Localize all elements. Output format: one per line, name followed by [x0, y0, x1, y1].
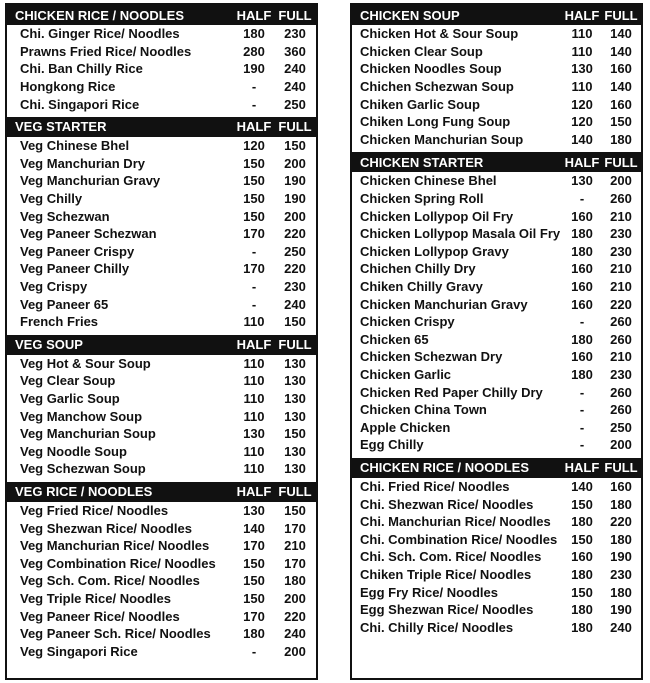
- full-price: 190: [284, 173, 306, 189]
- half-column-header: HALF: [236, 7, 272, 23]
- menu-item-row: [352, 548, 641, 566]
- half-price: 110: [571, 79, 593, 95]
- menu-item-row: [352, 60, 641, 78]
- half-price: 160: [571, 296, 593, 312]
- full-price: 150: [610, 114, 632, 130]
- menu-item-row: [352, 313, 641, 331]
- menu-item-row: [7, 442, 316, 460]
- full-price: 130: [284, 390, 306, 406]
- half-price: 130: [571, 173, 593, 189]
- half-price: 150: [243, 155, 265, 171]
- item-name: Egg Chilly: [360, 437, 424, 453]
- item-name: Chicken 65: [360, 331, 429, 347]
- half-price: 140: [571, 478, 593, 494]
- full-price: 130: [284, 443, 306, 459]
- item-name: French Fries: [20, 314, 99, 330]
- menu-item-row: [352, 436, 641, 454]
- full-price: 150: [284, 426, 306, 442]
- item-name: Veg Hot & Sour Soup: [20, 355, 151, 371]
- full-price: 180: [610, 531, 632, 547]
- half-price: 180: [571, 566, 593, 582]
- full-price: 200: [284, 590, 306, 606]
- half-price: -: [251, 96, 257, 112]
- menu-item-row: [7, 460, 316, 478]
- menu-item-row: [352, 401, 641, 419]
- full-price: 260: [610, 314, 632, 330]
- half-price: -: [251, 279, 257, 295]
- menu-item-row: [7, 407, 316, 425]
- half-price: 170: [243, 261, 265, 277]
- half-price: 150: [243, 555, 265, 571]
- full-price: 160: [610, 61, 632, 77]
- section-title: VEG RICE / NOODLES: [15, 484, 153, 500]
- half-price: 150: [243, 208, 265, 224]
- half-price: -: [579, 384, 585, 400]
- half-price: 280: [243, 43, 265, 59]
- item-name: Chicken Noodles Soup: [360, 61, 502, 77]
- item-name: Prawns Fried Rice/ Noodles: [20, 43, 192, 59]
- menu-item-row: [7, 537, 316, 555]
- full-price: 140: [610, 26, 632, 42]
- menu-item-row: [352, 113, 641, 131]
- full-price: 190: [284, 191, 306, 207]
- menu-item-row: [352, 95, 641, 113]
- full-price: 210: [610, 261, 632, 277]
- menu-item-row: [7, 60, 316, 78]
- item-name: Chicken Lollypop Gravy: [360, 243, 509, 259]
- half-price: -: [579, 437, 585, 453]
- menu-item-row: [352, 295, 641, 313]
- full-price: 230: [610, 226, 632, 242]
- item-name: Veg Manchurian Rice/ Noodles: [20, 538, 210, 554]
- full-price: 230: [610, 243, 632, 259]
- item-name: Veg Paneer Schezwan: [20, 226, 157, 242]
- menu-item-row: [352, 583, 641, 601]
- half-price: 150: [243, 191, 265, 207]
- half-price: 120: [571, 114, 593, 130]
- menu-item-row: [352, 172, 641, 190]
- item-name: Chi. Sch. Com. Rice/ Noodles: [360, 549, 542, 565]
- half-price: 160: [571, 279, 593, 295]
- half-price: 160: [571, 549, 593, 565]
- half-price: -: [251, 296, 257, 312]
- section-header-chicken-rice-noodles: [352, 458, 641, 478]
- full-price: 200: [610, 173, 632, 189]
- item-name: Veg Paneer Sch. Rice/ Noodles: [20, 626, 211, 642]
- half-price: 150: [243, 173, 265, 189]
- half-price: -: [579, 191, 585, 207]
- full-price: 360: [284, 43, 306, 59]
- half-price: 110: [243, 373, 265, 389]
- full-column-header: FULL: [604, 154, 638, 170]
- full-price: 240: [610, 619, 632, 635]
- menu-item-row: [7, 25, 316, 43]
- section-title: CHICKEN RICE / NOODLES: [360, 460, 530, 476]
- full-price: 200: [284, 155, 306, 171]
- item-name: Chiken Garlic Soup: [360, 96, 480, 112]
- half-column-header: HALF: [564, 7, 600, 23]
- item-name: Chicken Clear Soup: [360, 43, 483, 59]
- menu-item-row: [352, 478, 641, 496]
- menu-item-row: [352, 43, 641, 61]
- menu-item-row: [352, 243, 641, 261]
- menu-item-row: [7, 425, 316, 443]
- half-price: 180: [571, 514, 593, 530]
- half-price: 150: [243, 573, 265, 589]
- half-column-header: HALF: [564, 460, 600, 476]
- half-price: 140: [571, 131, 593, 147]
- half-price: 110: [243, 390, 265, 406]
- full-price: 150: [284, 138, 306, 154]
- half-price: 180: [243, 626, 265, 642]
- menu-item-row: [7, 502, 316, 520]
- full-price: 230: [284, 279, 306, 295]
- full-price: 220: [284, 226, 306, 242]
- half-price: -: [251, 643, 257, 659]
- menu-item-row: [352, 190, 641, 208]
- half-price: 170: [243, 608, 265, 624]
- item-name: Veg Paneer Chilly: [20, 261, 130, 277]
- full-price: 210: [610, 208, 632, 224]
- menu-column-right: [350, 3, 643, 680]
- menu-item-row: [352, 260, 641, 278]
- full-column-header: FULL: [278, 7, 312, 23]
- menu-item-row: [352, 601, 641, 619]
- item-name: Veg Garlic Soup: [20, 390, 120, 406]
- half-price: 160: [571, 208, 593, 224]
- menu-item-row: [7, 155, 316, 173]
- full-price: 180: [610, 584, 632, 600]
- item-name: Chicken Schezwan Dry: [360, 349, 503, 365]
- item-name: Chi. Singapori Rice: [20, 96, 140, 112]
- item-name: Chi. Ginger Rice/ Noodles: [20, 26, 180, 42]
- item-name: Chi. Combination Rice/ Noodles: [360, 531, 558, 547]
- item-name: Chiken Long Fung Soup: [360, 114, 511, 130]
- half-price: 150: [571, 531, 593, 547]
- half-price: 170: [243, 538, 265, 554]
- full-price: 210: [284, 538, 306, 554]
- menu-item-row: [352, 131, 641, 149]
- menu-item-row: [7, 225, 316, 243]
- item-name: Veg Manchow Soup: [20, 408, 143, 424]
- half-price: 150: [243, 590, 265, 606]
- full-price: 160: [610, 478, 632, 494]
- full-price: 200: [610, 437, 632, 453]
- half-column-header: HALF: [236, 337, 272, 352]
- menu-item-row: [352, 348, 641, 366]
- item-name: Chicken Spring Roll: [360, 191, 484, 207]
- item-name: Veg Chinese Bhel: [20, 138, 130, 154]
- full-price: 130: [284, 408, 306, 424]
- full-column-header: FULL: [604, 7, 638, 23]
- section-title: CHICKEN STARTER: [360, 154, 484, 170]
- half-price: 140: [243, 520, 265, 536]
- full-price: 180: [610, 131, 632, 147]
- item-name: Chicken Chinese Bhel: [360, 173, 497, 189]
- item-name: Chi. Ban Chilly Rice: [20, 61, 143, 77]
- half-price: 180: [571, 602, 593, 618]
- full-column-header: FULL: [278, 484, 312, 500]
- full-price: 260: [610, 384, 632, 400]
- item-name: Chi. Fried Rice/ Noodles: [360, 478, 510, 494]
- half-column-header: HALF: [236, 484, 272, 500]
- menu-item-row: [352, 530, 641, 548]
- full-price: 130: [284, 355, 306, 371]
- menu-item-row: [7, 625, 316, 643]
- item-name: Veg Fried Rice/ Noodles: [20, 502, 169, 518]
- menu-item-row: [352, 207, 641, 225]
- item-name: Veg Triple Rice/ Noodles: [20, 590, 171, 606]
- menu-item-row: [352, 418, 641, 436]
- item-name: Chicken Garlic: [360, 366, 452, 382]
- item-name: Egg Fry Rice/ Noodles: [360, 584, 498, 600]
- half-price: 180: [571, 226, 593, 242]
- half-price: 170: [243, 226, 265, 242]
- full-price: 200: [284, 643, 306, 659]
- full-price: 220: [284, 261, 306, 277]
- half-price: 130: [243, 426, 265, 442]
- item-name: Veg Paneer Rice/ Noodles: [20, 608, 180, 624]
- half-price: 180: [571, 619, 593, 635]
- section-title: VEG SOUP: [15, 337, 83, 352]
- item-name: Veg Schezwan: [20, 208, 110, 224]
- item-name: Chi. Manchurian Rice/ Noodles: [360, 514, 551, 530]
- full-column-header: FULL: [604, 460, 638, 476]
- item-name: Veg Chilly: [20, 191, 83, 207]
- item-name: Chiken Triple Rice/ Noodles: [360, 566, 532, 582]
- full-price: 180: [610, 496, 632, 512]
- menu-item-row: [7, 519, 316, 537]
- item-name: Chicken Manchurian Soup: [360, 131, 524, 147]
- full-price: 220: [284, 608, 306, 624]
- menu-item-row: [7, 207, 316, 225]
- item-name: Chicken Crispy: [360, 314, 455, 330]
- half-price: 150: [571, 496, 593, 512]
- full-price: 260: [610, 191, 632, 207]
- item-name: Veg Schezwan Soup: [20, 461, 146, 477]
- item-name: Veg Manchurian Gravy: [20, 173, 161, 189]
- item-name: Veg Singapori Rice: [20, 643, 138, 659]
- menu-item-row: [7, 243, 316, 261]
- item-name: Chicken China Town: [360, 402, 487, 418]
- item-name: Egg Shezwan Rice/ Noodles: [360, 602, 534, 618]
- full-price: 240: [284, 626, 306, 642]
- half-price: 130: [571, 61, 593, 77]
- full-price: 200: [284, 208, 306, 224]
- item-name: Veg Combination Rice/ Noodles: [20, 555, 216, 571]
- full-price: 250: [610, 419, 632, 435]
- full-price: 170: [284, 520, 306, 536]
- menu-item-row: [7, 572, 316, 590]
- menu-item-row: [352, 225, 641, 243]
- half-price: 180: [571, 366, 593, 382]
- full-price: 250: [284, 243, 306, 259]
- item-name: Chicken Lollypop Masala Oil Fry: [360, 226, 561, 242]
- full-price: 240: [284, 296, 306, 312]
- half-column-header: HALF: [564, 154, 600, 170]
- item-name: Apple Chicken: [360, 419, 451, 435]
- full-price: 240: [284, 61, 306, 77]
- item-name: Chichen Chilly Dry: [360, 261, 476, 277]
- item-name: Chi. Shezwan Rice/ Noodles: [360, 496, 534, 512]
- section-header-veg-starter: [7, 117, 316, 137]
- menu-item-row: [7, 372, 316, 390]
- menu-item-row: [352, 618, 641, 636]
- section-header-veg-soup: [7, 335, 316, 355]
- menu-item-row: [7, 313, 316, 331]
- menu-item-row: [7, 278, 316, 296]
- section-title: CHICKEN SOUP: [360, 7, 460, 23]
- menu-item-row: [352, 383, 641, 401]
- item-name: Veg Paneer 65: [20, 296, 109, 312]
- half-price: 110: [571, 43, 593, 59]
- menu-item-row: [7, 260, 316, 278]
- half-price: 110: [243, 408, 265, 424]
- half-price: 110: [571, 26, 593, 42]
- full-column-header: FULL: [278, 337, 312, 352]
- section-header-veg-rice-noodles: [7, 482, 316, 502]
- half-price: 180: [571, 243, 593, 259]
- item-name: Chicken Lollypop Oil Fry: [360, 208, 514, 224]
- full-price: 260: [610, 331, 632, 347]
- full-price: 260: [610, 402, 632, 418]
- menu-item-row: [7, 95, 316, 113]
- item-name: Veg Noodle Soup: [20, 443, 127, 459]
- full-price: 210: [610, 349, 632, 365]
- full-price: 190: [610, 549, 632, 565]
- half-price: -: [251, 79, 257, 95]
- item-name: Veg Crispy: [20, 279, 88, 295]
- full-price: 220: [610, 514, 632, 530]
- full-column-header: FULL: [278, 119, 312, 135]
- item-name: Hongkong Rice: [20, 79, 116, 95]
- half-price: 130: [243, 502, 265, 518]
- full-price: 230: [284, 26, 306, 42]
- item-name: Chi. Chilly Rice/ Noodles: [360, 619, 514, 635]
- menu-item-row: [7, 590, 316, 608]
- section-header-chicken-soup: [352, 5, 641, 25]
- item-name: Chiken Chilly Gravy: [360, 279, 483, 295]
- item-name: Veg Manchurian Dry: [20, 155, 145, 171]
- menu-item-row: [352, 331, 641, 349]
- half-price: 160: [571, 349, 593, 365]
- full-price: 130: [284, 461, 306, 477]
- half-price: 150: [571, 584, 593, 600]
- full-price: 130: [284, 373, 306, 389]
- menu-item-row: [7, 43, 316, 61]
- item-name: Veg Clear Soup: [20, 373, 116, 389]
- half-price: -: [579, 402, 585, 418]
- full-price: 140: [610, 43, 632, 59]
- half-price: -: [251, 243, 257, 259]
- half-price: 110: [243, 355, 265, 371]
- item-name: Chicken Red Paper Chilly Dry: [360, 384, 543, 400]
- menu-item-row: [7, 172, 316, 190]
- full-price: 230: [610, 566, 632, 582]
- full-price: 240: [284, 79, 306, 95]
- menu-item-row: [352, 366, 641, 384]
- half-price: 180: [243, 26, 265, 42]
- menu-item-row: [7, 355, 316, 373]
- half-price: 110: [243, 314, 265, 330]
- menu-item-row: [352, 25, 641, 43]
- half-price: 120: [243, 138, 265, 154]
- section-title: CHICKEN RICE / NOODLES: [15, 7, 185, 23]
- menu-item-row: [7, 295, 316, 313]
- full-price: 180: [284, 573, 306, 589]
- menu-item-row: [352, 78, 641, 96]
- menu-item-row: [7, 642, 316, 660]
- item-name: Chicken Manchurian Gravy: [360, 296, 528, 312]
- full-price: 250: [284, 96, 306, 112]
- menu-column-left: [5, 3, 318, 680]
- full-price: 170: [284, 555, 306, 571]
- menu-item-row: [7, 78, 316, 96]
- full-price: 210: [610, 279, 632, 295]
- menu-item-row: [7, 190, 316, 208]
- item-name: Chicken Hot & Sour Soup: [360, 26, 519, 42]
- menu-item-row: [352, 495, 641, 513]
- menu-item-row: [352, 566, 641, 584]
- half-price: 110: [243, 443, 265, 459]
- half-price: 120: [571, 96, 593, 112]
- item-name: Veg Manchurian Soup: [20, 426, 156, 442]
- section-header-chicken-rice-noodles: [7, 5, 316, 25]
- half-price: 160: [571, 261, 593, 277]
- full-price: 230: [610, 366, 632, 382]
- full-price: 150: [284, 502, 306, 518]
- half-column-header: HALF: [236, 119, 272, 135]
- section-header-chicken-starter: [352, 152, 641, 172]
- section-title: VEG STARTER: [15, 119, 107, 135]
- item-name: Veg Sch. Com. Rice/ Noodles: [20, 573, 200, 589]
- full-price: 190: [610, 602, 632, 618]
- item-name: Veg Paneer Crispy: [20, 243, 135, 259]
- half-price: -: [579, 419, 585, 435]
- full-price: 140: [610, 79, 632, 95]
- half-price: 190: [243, 61, 265, 77]
- item-name: Veg Shezwan Rice/ Noodles: [20, 520, 192, 536]
- half-price: 110: [243, 461, 265, 477]
- full-price: 160: [610, 96, 632, 112]
- menu-item-row: [7, 390, 316, 408]
- menu-item-row: [7, 607, 316, 625]
- menu-item-row: [352, 513, 641, 531]
- item-name: Chichen Schezwan Soup: [360, 79, 514, 95]
- full-price: 150: [284, 314, 306, 330]
- menu-item-row: [7, 137, 316, 155]
- full-price: 220: [610, 296, 632, 312]
- half-price: -: [579, 314, 585, 330]
- menu-item-row: [352, 278, 641, 296]
- menu-item-row: [7, 554, 316, 572]
- half-price: 180: [571, 331, 593, 347]
